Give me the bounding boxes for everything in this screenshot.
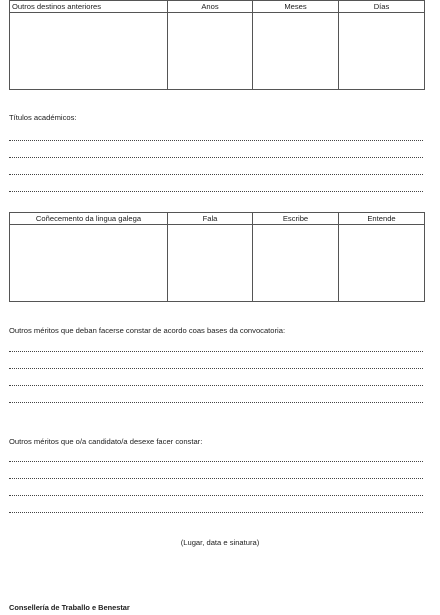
column-header-fala: Fala: [168, 213, 253, 225]
merits-bases-label: Outros méritos que deban facerse constar de acordo coas bases da convocatoria:: [9, 326, 286, 335]
table-header-row: [10, 213, 425, 225]
merits-bases-line-4[interactable]: [9, 402, 423, 403]
merits-candidate-line-2[interactable]: [9, 478, 423, 479]
column-header-destinos: Outros destinos anteriores: [10, 1, 168, 13]
column-header-lingua: Coñecemento da lingua galega: [10, 213, 168, 225]
column-header-entende: Entende: [339, 213, 425, 225]
anos-cell[interactable]: [168, 13, 253, 90]
merits-candidate-line-3[interactable]: [9, 495, 423, 496]
lingua-cell[interactable]: [10, 225, 168, 302]
merits-bases-line-1[interactable]: [9, 351, 423, 352]
column-header-anos: Anos: [168, 1, 253, 13]
dias-cell[interactable]: [339, 13, 425, 90]
destinos-cell[interactable]: [10, 13, 168, 90]
column-header-meses: Meses: [253, 1, 339, 13]
merits-bases-line-3[interactable]: [9, 385, 423, 386]
academic-titles-line-3[interactable]: [9, 174, 423, 175]
galician-language-table: [9, 212, 425, 302]
entende-cell[interactable]: [339, 225, 425, 302]
merits-candidate-line-1[interactable]: [9, 461, 423, 462]
academic-titles-line-4[interactable]: [9, 191, 423, 192]
signature-note: (Lugar, data e sinatura): [180, 538, 260, 547]
academic-titles-line-2[interactable]: [9, 157, 423, 158]
column-header-dias: Días: [339, 1, 425, 13]
academic-titles-label: Títulos académicos:: [9, 113, 77, 122]
academic-titles-line-1[interactable]: [9, 140, 423, 141]
footer-organization: Consellería de Traballo e Benestar: [9, 603, 130, 612]
table-header-row: [10, 1, 425, 13]
previous-destinations-table: [9, 0, 425, 90]
meses-cell[interactable]: [253, 13, 339, 90]
merits-bases-line-2[interactable]: [9, 368, 423, 369]
merits-candidate-line-4[interactable]: [9, 512, 423, 513]
merits-candidate-label: Outros méritos que o/a candidato/a desexe facer constar:: [9, 437, 203, 446]
escribe-cell[interactable]: [253, 225, 339, 302]
column-header-escribe: Escribe: [253, 213, 339, 225]
table-row: [10, 13, 425, 90]
fala-cell[interactable]: [168, 225, 253, 302]
table-row: [10, 225, 425, 302]
